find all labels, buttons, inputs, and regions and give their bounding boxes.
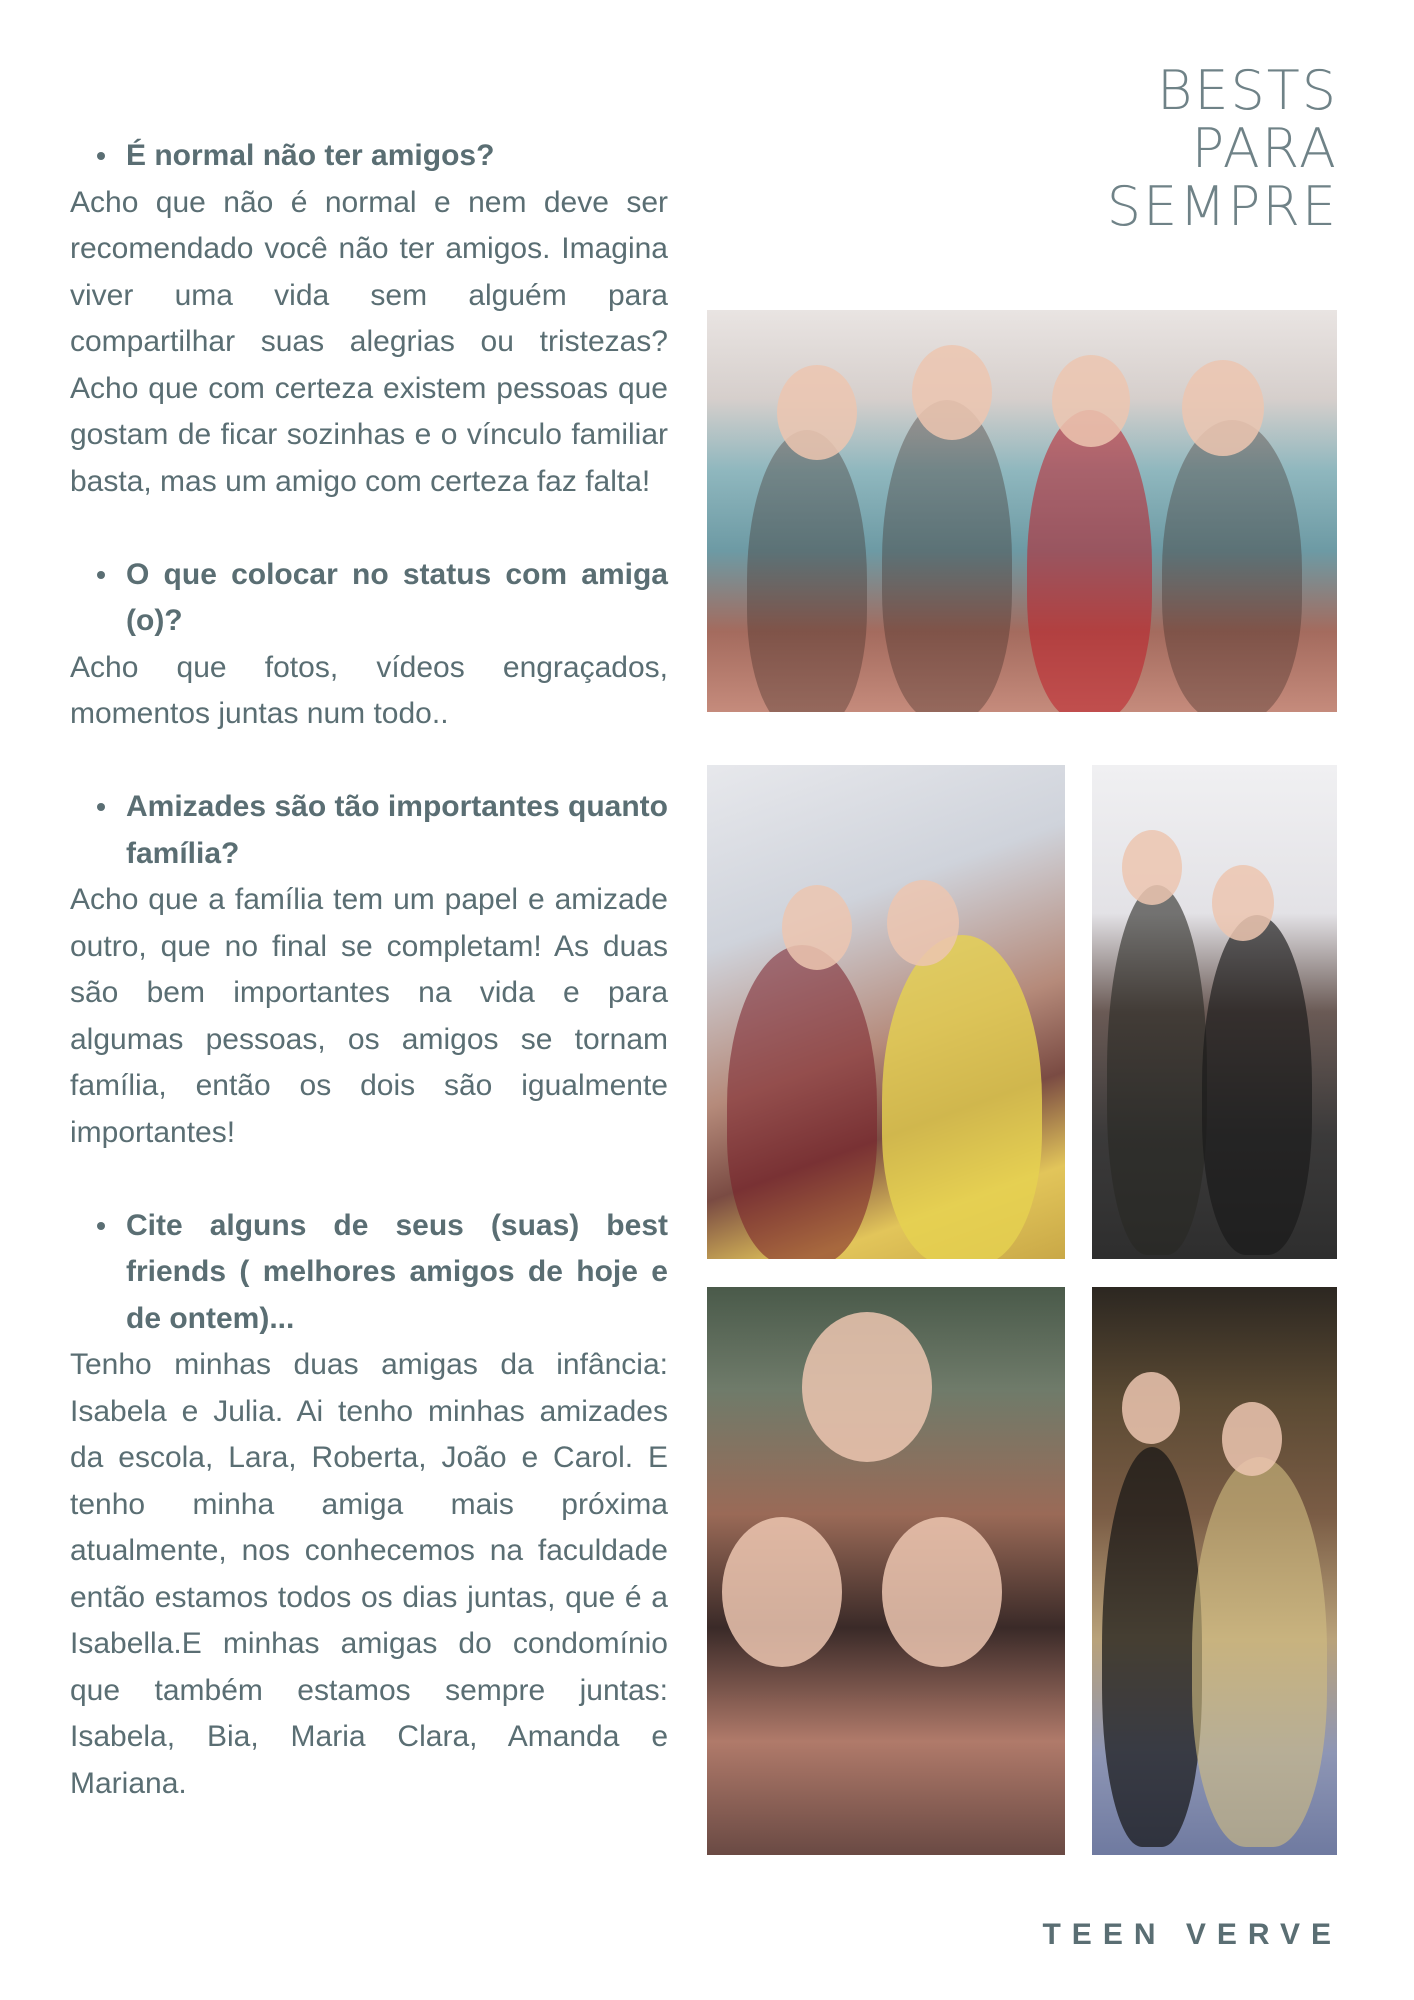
person-silhouette	[1102, 1447, 1202, 1847]
question-1: É normal não ter amigos?	[70, 133, 668, 180]
person-head	[1182, 360, 1264, 456]
answer-4: Tenho minhas duas amigas da infância: Isabela e Julia. Ai tenho minhas amizades da escola, Lara, Roberta, João e Carol. E tenho minha amiga mais próxima atualmente, nos conhecemos na faculdade então estamos todos os dias juntas, que é a Isabella.E minhas amigas do condomínio que também estamos sempre juntas: Isabela, Bia, Maria Clara, Amanda e Mariana.	[70, 1348, 668, 1800]
person-head	[882, 1517, 1002, 1667]
photo-two-friends	[1092, 765, 1337, 1259]
person-silhouette	[882, 935, 1042, 1259]
person-silhouette	[1162, 420, 1302, 712]
question-3: Amizades são tão importantes quanto família?	[70, 784, 668, 877]
person-silhouette	[882, 400, 1012, 712]
question-4: Cite alguns de seus (suas) best friends ( melhores amigos de hoje e de ontem)...	[70, 1203, 668, 1343]
person-head	[912, 345, 992, 440]
title-line-3: SEMPRE	[1106, 175, 1338, 238]
person-head	[1122, 830, 1182, 905]
person-head	[777, 365, 857, 460]
spacer	[70, 1156, 668, 1203]
person-silhouette	[1192, 1457, 1327, 1847]
answer-2: Acho que fotos, vídeos engraçados, momentos juntas num todo..	[70, 650, 668, 730]
title-line-1: BESTS	[1156, 59, 1338, 122]
person-head	[782, 885, 852, 970]
person-head	[887, 880, 959, 966]
person-silhouette	[1202, 915, 1312, 1255]
brand-footer: TEEN VERVE	[1042, 1918, 1342, 1951]
person-head	[1212, 865, 1274, 941]
photo-mirror-selfie	[707, 765, 1065, 1259]
answer-1: Acho que não é normal e nem deve ser recomendado você não ter amigos. Imagina viver uma vida sem alguém para compartilhar suas alegrias ou tristezas? Acho que com certeza existem pessoas que gostam de ficar sozinhas e o vínculo familiar basta, mas um amigo com certeza faz falta!	[70, 185, 668, 498]
person-head	[1052, 355, 1130, 447]
photo-formal-party	[1092, 1287, 1337, 1855]
spacer	[70, 505, 668, 552]
person-head	[802, 1312, 932, 1462]
person-head	[722, 1517, 842, 1667]
person-head	[1122, 1372, 1180, 1444]
person-head	[1222, 1402, 1282, 1476]
person-silhouette	[1027, 410, 1152, 712]
page-title	[1106, 59, 1338, 238]
article-body	[70, 133, 668, 1807]
question-2: O que colocar no status com amiga (o)?	[70, 552, 668, 645]
photo-group-selfie	[707, 1287, 1065, 1855]
person-silhouette	[747, 430, 867, 712]
photo-pool-group	[707, 310, 1337, 712]
title-line-2: PARA	[1191, 117, 1338, 180]
answer-3: Acho que a família tem um papel e amizade outro, que no final se completam! As duas são bem importantes na vida e para algumas pessoas, os amigos se tornam família, então os dois são igualmente importantes!	[70, 883, 668, 1149]
person-silhouette	[1107, 885, 1207, 1255]
spacer	[70, 738, 668, 785]
person-silhouette	[727, 945, 877, 1259]
